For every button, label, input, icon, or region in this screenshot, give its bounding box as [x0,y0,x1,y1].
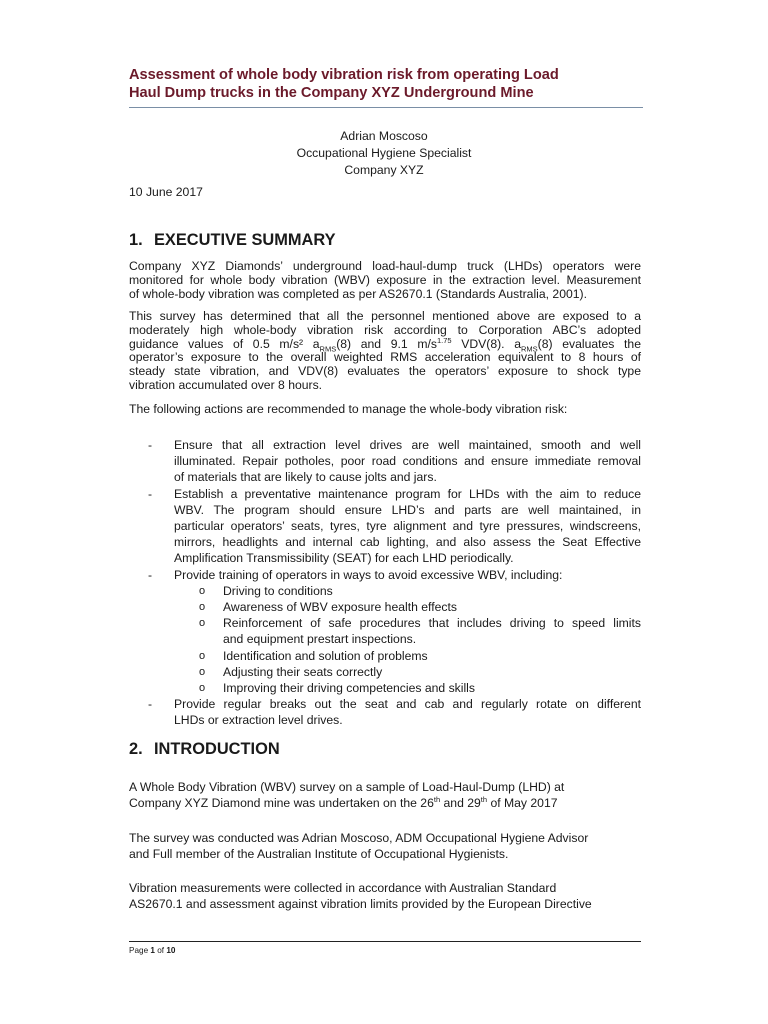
section-2-number: 2. [129,740,143,758]
formula-part: VDV(8). a [451,336,521,351]
summary-p2-line: moderately high whole-body vibration risk according to Corporation ABC’s adopted [129,322,641,337]
training-sub-item [129,615,641,647]
footer-divider [129,941,641,942]
author-role: Occupational Hygiene Specialist [296,146,472,160]
title-line-1: Assessment of whole body vibration risk from operating Load [129,67,559,83]
action-item [129,567,641,583]
training-sub-item [129,583,641,599]
document-title [129,66,649,102]
circle-bullet-icon: o [199,682,206,695]
summary-p1-line: Company XYZ Diamonds’ underground load-haul-dump truck (LHDs) operators were [129,259,641,273]
formula-part: (8) and 9.1 m/s [336,336,437,351]
dash-bullet: - [148,567,153,582]
circle-bullet-icon: o [199,649,206,662]
summary-paragraph-2 [129,310,641,393]
action-line: of materials that are likely to cause jolts and jars. [174,470,437,485]
formula-part: (8) evaluates the [537,336,641,351]
rms-subscript: RMS [319,344,337,354]
training-text: Adjusting their seats correctly [223,664,383,679]
training-sub-item [129,648,641,664]
training-text: Reinforcement of safe procedures that includes driving to speed limits [223,616,641,631]
intro-p2-line: and Full member of the Australian Institute of Occupational Hygienists. [129,847,509,862]
intro-paragraph-3 [129,880,641,913]
date-text: Company XYZ Diamond mine was undertaken on the 26 [129,796,434,811]
section-1-number: 1. [129,231,143,249]
summary-p1-line: of whole-body vibration was completed as per AS2670.1 (Standards Australia, 2001). [129,286,587,301]
author-name: Adrian Moscoso [340,129,428,143]
action-line: Amplification Transmissibility (SEAT) for each LHD periodically. [174,551,514,566]
circle-bullet-icon: o [199,584,206,597]
action-line: WBV. The program should ensure LHD’s and parts are well maintained, in [174,502,641,517]
circle-bullet-icon: o [199,665,206,678]
title-line-2: Haul Dump trucks in the Company XYZ Underground Mine [129,85,534,101]
intro-p2-line: The survey was conducted was Adrian Moscoso, ADM Occupational Hygiene Advisor [129,831,589,845]
training-text: and equipment prestart inspections. [223,632,417,647]
intro-p1-line [129,795,641,811]
total-pages: 10 [166,946,176,955]
action-line: mirrors, headlights and internal cab lighting, and also assess the Seat Effective [174,535,641,550]
date-text: of May 2017 [487,796,558,811]
summary-p2-line: operator’s exposure to the overall weighted RMS acceleration equivalent to 8 hours of [129,350,641,365]
action-line: Ensure that all extraction level drives are well maintained, smooth and well [174,438,641,452]
dash-bullet: - [148,438,153,452]
author-block [0,128,768,179]
intro-p3-line: AS2670.1 and assessment against vibration limits provided by the European Directive [129,897,592,912]
title-divider [129,107,643,108]
section-1-title: EXECUTIVE SUMMARY [154,231,336,249]
ordinal-superscript: th [480,795,488,805]
summary-p2-line: This survey has determined that all the personnel mentioned above are exposed to a [129,309,641,323]
formula-part: guidance values of 0.5 m/s² a [129,336,320,351]
summary-p2-line: vibration accumulated over 8 hours. [129,377,323,392]
rms-subscript: RMS [521,344,538,354]
training-text: Identification and solution of problems [223,648,428,663]
action-line: Provide regular breaks out the seat and cab and regularly rotate on different [174,697,641,712]
page-number [129,946,175,955]
training-text: Awareness of WBV exposure health effects [223,600,457,615]
summary-paragraph-3 [129,403,641,417]
training-sub-item [129,664,641,680]
document-date: 10 June 2017 [129,185,203,199]
intro-p3-line: Vibration measurements were collected in accordance with Australian Standard [129,881,557,895]
circle-bullet-icon: o [199,601,206,614]
action-line: LHDs or extraction level drives. [174,713,343,728]
page-label: Page [129,946,151,955]
training-sub-item [129,680,641,696]
recommended-actions-list [129,437,641,729]
summary-paragraph-1 [129,260,641,301]
action-line: particular operators’ seats, tyres, tyre alignment and tyre pressures, windscreens, [174,519,641,534]
action-line: Establish a preventative maintenance program for LHDs with the aim to reduce [174,486,641,501]
training-text: Driving to conditions [223,583,333,598]
summary-p3-line: The following actions are recommended to manage the whole-body vibration risk: [129,402,568,416]
ordinal-superscript: th [433,795,441,805]
summary-p1-line: monitored for whole body vibration (WBV) exposure in the extraction level. Measurement [129,272,641,287]
current-page: 1 [150,946,155,955]
action-line: Provide training of operators in ways to avoid excessive WBV, including: [174,567,563,582]
summary-p2-line-formula [129,335,641,354]
page-of-label: of [154,946,167,955]
dash-bullet: - [148,486,153,501]
intro-p1-line: A Whole Body Vibration (WBV) survey on a sample of Load-Haul-Dump (LHD) at [129,780,565,794]
summary-p2-line: steady state vibration, and VDV(8) evaluates the operators’ exposure to shock type [129,364,641,379]
training-text: Improving their driving competencies and skills [223,681,475,696]
dash-bullet: - [148,697,153,712]
circle-bullet-icon: o [199,617,206,630]
intro-paragraph-2 [129,830,641,863]
section-2-heading [129,740,280,759]
date-text: and 29 [440,796,481,811]
action-item [129,486,641,567]
section-1-heading [129,231,336,250]
section-2-title: INTRODUCTION [154,740,280,758]
intro-paragraph-1 [129,779,641,812]
training-sub-item [129,599,641,615]
action-line: illuminated. Repair potholes, poor road conditions and ensure immediate removal [174,454,641,469]
author-company: Company XYZ [344,163,424,177]
action-item [129,696,641,728]
exponent-superscript: 1.75 [436,335,452,345]
action-item [129,437,641,486]
